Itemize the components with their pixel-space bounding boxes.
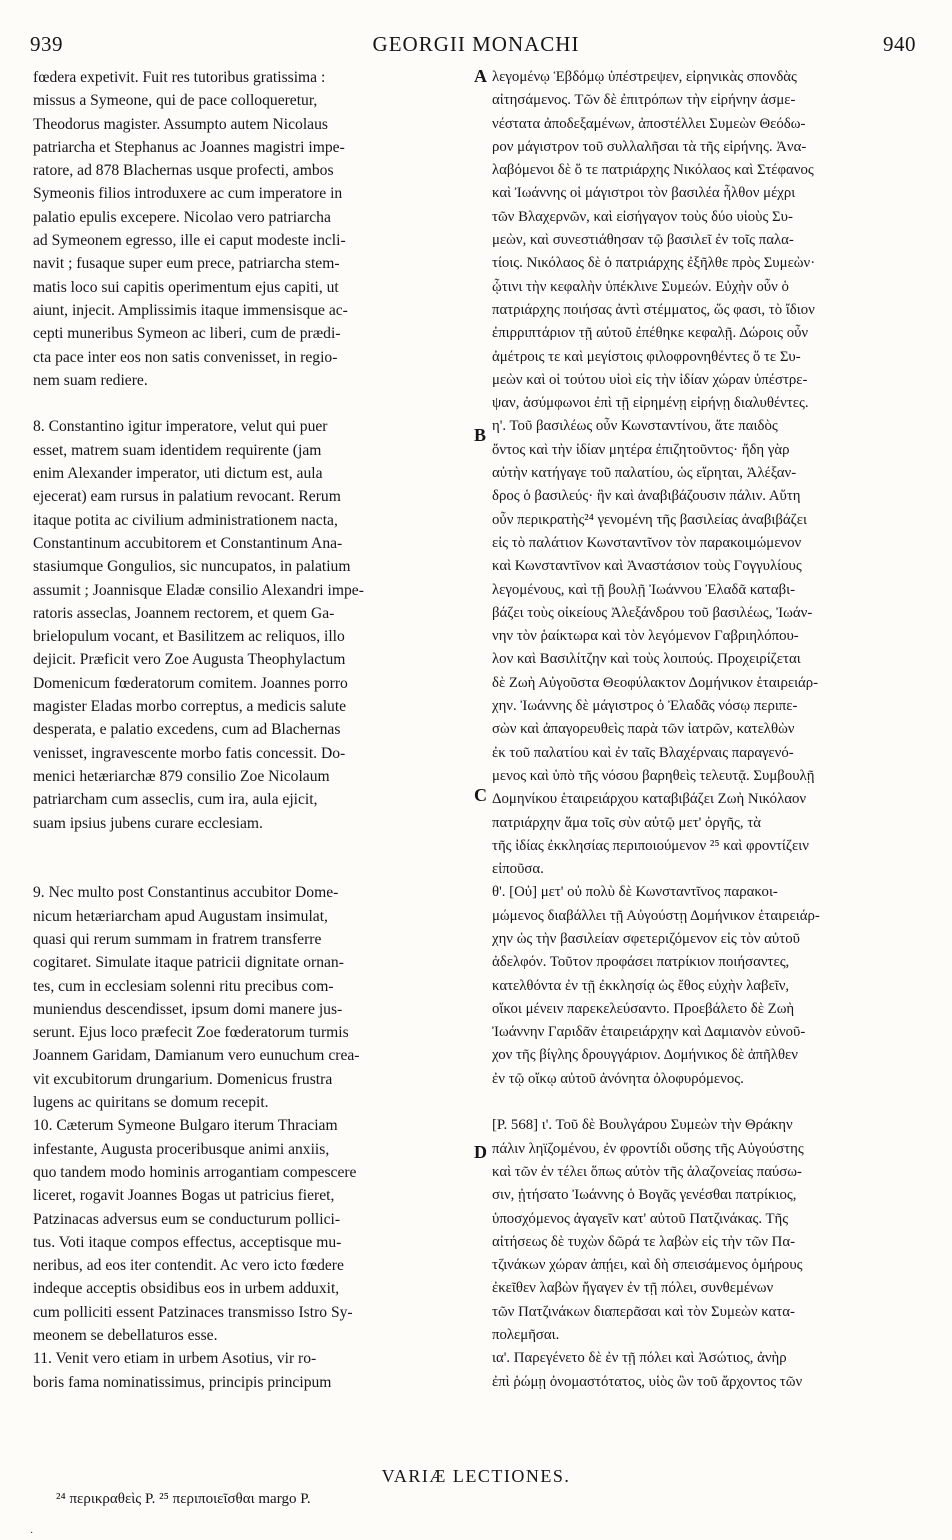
greek-line: οὖν περικρατὴς²⁴ γενομένη τῆς βασιλείας ἀναβιβάζει	[492, 511, 807, 528]
latin-line: patriarcha et Stephanus ac Joannes magistri impe-	[33, 138, 345, 156]
latin-line: 11. Venit vero etiam in urbem Asotius, vir ro-	[33, 1350, 317, 1368]
greek-line: τίοις. Νικόλαος δὲ ὁ πατριάρχης ἐξῆλθε πρὸς Συμεὼν·	[492, 255, 816, 272]
greek-line: θ'. [Οὐ] μετ' οὐ πολὺ δὲ Κωνσταντῖνος παρακοι-	[492, 884, 778, 901]
latin-line: Domenicum fœderatorum comitem. Joannes porro	[33, 674, 348, 692]
latin-line: indeque acceptis obsidibus eos in urbem adduxit,	[33, 1280, 340, 1298]
latin-line: venisset, ingravescente morbo fatis concessit. Do-	[33, 744, 346, 762]
latin-line: itaque potita ac civilium administrationem nacta,	[33, 511, 338, 529]
latin-line: nicum hetæriarcham apud Augustam insimulat,	[33, 907, 328, 925]
latin-line: vit excubitorum drungarium. Domenicus frustra	[33, 1070, 333, 1088]
greek-line: λαβόμενοι δὲ ὅ τε πατριάρχης Νικόλαος καὶ Στέφανος	[492, 162, 814, 179]
greek-line: καὶ Ἰωάννης οἱ μάγιστροι τὸν βασιλέα ἦλθον μέχρι	[492, 185, 796, 202]
latin-column	[33, 66, 473, 1394]
latin-line: ad Symeonem egresso, ille ei caput modeste incli-	[33, 232, 346, 250]
greek-line: νην τὸν ῥαίκτωρα καὶ τὸν λεγόμενον Γαβριηλόπου-	[492, 628, 799, 645]
latin-line	[33, 392, 473, 415]
latin-line: magister Eladas morbo correptus, a medicis salute	[33, 698, 347, 716]
page-number-right: 940	[883, 32, 916, 56]
edge-mark: ·	[30, 1528, 34, 1539]
latin-line: ejecerat) eam rursus in palatium revocant. Rerum	[33, 488, 341, 506]
latin-line: cta pace inter eos non satis convenisset, in regio-	[33, 348, 338, 366]
latin-line: serunt. Ejus loco præfecit Zoe fœderatorum turmis	[33, 1024, 349, 1042]
latin-line: esset, matrem suam identidem requirente (jam	[33, 441, 322, 459]
running-title: GEORGII MONACHI	[372, 32, 580, 56]
greek-line: καὶ Κωνσταντῖνον καὶ Ἀναστάσιον τοὺς Γογγυλίους	[492, 558, 802, 575]
latin-line: ratoris asseclas, Joannem rectorem, et quem Ga-	[33, 604, 335, 622]
greek-line: ἐπὶ ῥώμῃ ὀνομαστότατος, υἱὸς ὢν τοῦ ἄρχοντος τῶν	[492, 1373, 803, 1390]
latin-line	[33, 835, 473, 858]
greek-line: τῶν Πατζινάκων διαπερᾶσαι καὶ τὸν Συμεὼν κατα-	[492, 1303, 795, 1320]
greek-line: Ἰωάννην Γαριδᾶν ἑταιρειάρχην καὶ Δαμιανὸν εὐνοῦ-	[492, 1024, 806, 1041]
greek-line: ἐν τῷ οἴκῳ αὐτοῦ ἀνόνητα ὀλοφυρόμενος.	[492, 1070, 744, 1087]
margin-letter-d: D	[474, 1142, 487, 1162]
greek-line: βάζει τοὺς οἰκείους Ἀλεξάνδρου τοῦ βασιλέως, Ἰωάν-	[492, 604, 813, 621]
latin-line: aiunt, injecit. Amplissimis itaque immensisque ac-	[33, 301, 348, 319]
greek-line: λεγομένῳ Ἑβδόμῳ ὑπέστρεψεν, εἰρηνικὰς σπονδὰς	[492, 69, 797, 85]
latin-line: Symeonis filios introduxere ac cum imperatore in	[33, 185, 343, 203]
latin-line: matis loco sui capitis operimentum ejus capiti, ut	[33, 278, 339, 296]
latin-line: desperata, e palatio excedens, cum ad Blachernas	[33, 721, 341, 739]
greek-line: χην. Ἰωάννης δὲ μάγιστρος ὁ Ἐλαδᾶς νόσῳ περιπε-	[492, 698, 798, 715]
latin-line: stasiumque Gongulios, sic nuncupatos, in palatium	[33, 558, 351, 576]
latin-line: boris fama nominatissimus, principis principum	[33, 1373, 332, 1391]
latin-line: lugens ac quiritans se domum recepit.	[33, 1094, 269, 1112]
greek-line: [P. 568] ι'. Τοῦ δὲ Βουλγάρου Συμεὼν τὴν Θράκην	[492, 1117, 793, 1134]
latin-line: patriarcham cum asseclis, cum ira, aula ejicit,	[33, 791, 318, 809]
page-number-left: 939	[30, 32, 63, 56]
greek-line: λον καὶ Βασιλίτζην καὶ τοὺς λοιπούς. Προχειρίζεται	[492, 651, 801, 668]
greek-line: αἰτησάμενος. Τῶν δὲ ἐπιτρόπων τὴν εἰρήνην ἀσμε-	[492, 92, 796, 109]
latin-line: cogitaret. Simulate itaque patricii dignitate ornan-	[33, 954, 344, 972]
greek-line: σὼν καὶ ἀπαγορευθεὶς παρὰ τῶν ἰατρῶν, κατελθὼν	[492, 721, 795, 738]
greek-line: ὑποσχόμενος ἀγαγεῖν κατ' αὐτοῦ Πατζινάκας. Τῆς	[492, 1210, 789, 1227]
latin-line: quo tandem modo hominis arrogantiam compescere	[33, 1163, 357, 1181]
latin-line: 9. Nec multo post Constantinus accubitor Dome-	[33, 884, 339, 902]
latin-line: fœdera expetivit. Fuit res tutoribus gratissima :	[33, 69, 326, 86]
latin-line: 8. Constantino igitur imperatore, velut qui puer	[33, 418, 328, 436]
greek-line: ἀδελφόν. Τοῦτον προφάσει πατρίκιον ποιήσαντες,	[492, 954, 790, 971]
latin-line: quasi qui rerum summam in fratrem transferre	[33, 930, 322, 948]
latin-line: palatio epulis excepere. Nicolao vero patriarcha	[33, 208, 331, 226]
greek-line: καὶ τῶν ἐν τέλει ὅπως αὐτὸν τῆς ἀλαζονείας παύσω-	[492, 1163, 802, 1180]
latin-line: nem suam rediere.	[33, 371, 148, 389]
greek-line: ᾧτινι τὴν κεφαλὴν ὑπέκλινε Συμεών. Εὐχὴν οὖν ὁ	[492, 278, 789, 295]
greek-line: η'. Τοῦ βασιλέως οὖν Κωνσταντίνου, ἅτε παιδὸς	[492, 418, 778, 435]
greek-line: δὲ Ζωὴ Αὐγοῦστα Θεοφύλακτον Δομήνικον ἑταιρειάρ-	[492, 674, 819, 691]
latin-line: enim Alexander imperator, uti dictum est, aula	[33, 465, 323, 483]
greek-line: μεὼν καὶ οἱ τούτου υἱοὶ εἰς τὴν ἰδίαν χώραν ὑπέστρε-	[492, 371, 808, 388]
greek-line: δρος ὁ βασιλεύς· ἣν καὶ ἀναβιβάζουσιν πάλιν. Αὕτη	[492, 488, 801, 505]
greek-line: ψαν, ἀσύμφωνοι ἐπὶ τῇ εἰρημένῃ εἰρήνῃ διαλυθέντες.	[492, 395, 809, 412]
latin-line: neribus, ad eos iter contendit. Ac vero icto fœdere	[33, 1257, 344, 1275]
greek-line: αὐτὴν κατήγαγε τοῦ παλατίου, ὡς εἴρηται, Ἀλέξαν-	[492, 465, 797, 482]
latin-line: muniendus descendisset, ipsum domi manere jus-	[33, 1000, 343, 1018]
greek-line: χον τῆς βίγλης δρουγγάριον. Δομήνικος δὲ ἀπῆλθεν	[492, 1047, 798, 1064]
greek-line: ρον μάγιστρον τοῦ συλλαλῆσαι τὰ τῆς εἰρήνης. Ἀνα-	[492, 138, 807, 155]
greek-line: λεγομένους, καὶ τῇ βουλῇ Ἰωάννου Ἐλαδᾶ καταβι-	[492, 581, 796, 598]
margin-letter-c: C	[474, 785, 487, 805]
greek-line: οἴκοι μένειν παρεκελεύσαντο. Προεβάλετο δὲ Ζωὴ	[492, 1000, 795, 1017]
greek-line: εἰποῦσα.	[492, 861, 544, 878]
greek-line: πατριάρχης ποιήσας ἀντὶ στέμματος, ὥς φασι, τὸ ἴδιον	[492, 301, 815, 318]
greek-line: Δομηνίκου ἑταιρειάρχου καταβιβάζει Ζωὴ Νικόλαον	[492, 791, 807, 808]
greek-line	[492, 1091, 932, 1114]
latin-line: Theodorus magister. Assumpto autem Nicolaus	[33, 115, 328, 133]
latin-line: missus a Symeone, qui de pace colloqueretur,	[33, 92, 318, 110]
latin-line: Constantinum accubitorem et Constantinum Ana-	[33, 534, 343, 552]
margin-letter-a: A	[474, 66, 487, 86]
latin-line: brielopulum vocant, et Basilitzem ac reliquos, illo	[33, 628, 345, 646]
greek-line: ἐκ τοῦ παλατίου καὶ ἐν ταῖς Βλαχέρναις παραγενό-	[492, 744, 794, 761]
greek-line: τῶν Βλαχερνῶν, καὶ εἰσήγαγον τοὺς δύο υἱοὺς Συ-	[492, 208, 793, 225]
latin-line: 10. Cæterum Symeone Bulgaro iterum Thraciam	[33, 1117, 338, 1135]
greek-line: μώμενος διαβάλλει τῇ Αὐγούστῃ Δομήνικον ἑταιρειάρ-	[492, 907, 820, 924]
greek-line: πολεμῆσαι.	[492, 1327, 560, 1344]
latin-line: Patzinacas adversus eum se conducturum pollici-	[33, 1210, 341, 1228]
greek-line: πατριάρχην ἅμα τοῖς σὺν αὐτῷ μετ' ὀργῆς, τὰ	[492, 814, 762, 831]
variae-lectiones-heading: VARIÆ LECTIONES.	[381, 1466, 571, 1486]
latin-line: tes, cum in ecclesiam solenni ritu precibus com-	[33, 977, 334, 995]
latin-line: dejicit. Præficit vero Zoe Augusta Theophylactum	[33, 651, 346, 669]
greek-line: ἀμέτροις τε καὶ μεγίστοις φιλοφρονηθέντες ὅ τε Συ-	[492, 348, 801, 365]
latin-line: infestante, Augusta proceribusque animi anxiis,	[33, 1140, 330, 1158]
greek-line: τζινάκων χώραν ἀπῄει, καὶ δὴ σπεισάμενος ὁμήρους	[492, 1257, 803, 1274]
greek-line: χην ὡς τὴν βασιλείαν σφετεριζόμενον εἰς τὸν αὐτοῦ	[492, 930, 800, 947]
latin-line: cepti muneribus Symeon ac liberi, cum de prædi-	[33, 325, 341, 343]
greek-line: ἐκεῖθεν λαβὼν ἤγαγεν ἐν τῇ πόλει, συνθεμένων	[492, 1280, 774, 1297]
latin-line: liceret, rogavit Joannes Bogas ut patricius fieret,	[33, 1187, 335, 1205]
latin-line: menici hetæriarchæ 879 consilio Zoe Nicolaum	[33, 767, 330, 785]
greek-line: πάλιν ληϊζομένου, ἐν φροντίδι οὔσης τῆς Αὐγούστης	[492, 1140, 804, 1157]
latin-line: cum polliciti essent Patzinaces transmisso Istro Sy-	[33, 1303, 353, 1321]
greek-line: τῆς ἰδίας ἐκκλησίας περιποιούμενον ²⁵ καὶ φροντίζειν	[492, 837, 809, 854]
greek-column	[492, 66, 932, 1394]
latin-line: tus. Voti itaque compos effectus, acceptisque mu-	[33, 1233, 342, 1251]
greek-line: μενος καὶ ὑπὸ τῆς νόσου βαρηθεὶς τελευτᾷ. Συμβουλῇ	[492, 767, 815, 784]
latin-line	[33, 858, 473, 881]
latin-line: navit ; fusaque super eum prece, patriarcha stem-	[33, 255, 340, 273]
latin-line: meonem se debellaturos esse.	[33, 1327, 218, 1345]
latin-line: ratore, ad 878 Blachernas usque profecti, ambos	[33, 162, 334, 180]
greek-line: εἰς τὸ παλάτιον Κωνσταντῖνον τὸν παρακοιμώμενον	[492, 534, 802, 551]
greek-line: ἐπιρριπτάριον τῇ αὐτοῦ ἐπέθηκε κεφαλῇ. Δώροις οὖν	[492, 325, 809, 342]
latin-line: assumit ; Joannisque Eladæ consilio Alexandri impe-	[33, 581, 364, 599]
greek-line: ια'. Παρεγένετο δὲ ἐν τῇ πόλει καὶ Ἀσώτιος, ἀνὴρ	[492, 1350, 787, 1367]
greek-line: ὄντος καὶ τὴν ἰδίαν μητέρα ἐπιζητοῦντος· ἤδη γὰρ	[492, 441, 790, 458]
greek-line: αἰτήσεως δὲ τυχὼν δῶρά τε λαβὼν εἰς τὴν τῶν Πα-	[492, 1233, 796, 1250]
greek-line: σιν, ᾐτήσατο Ἰωάννης ὁ Βογᾶς γενέσθαι πατρίκιος,	[492, 1187, 797, 1204]
greek-line: νέστατα ἀποδεξαμένων, ἀποστέλλει Συμεὼν Θεόδω-	[492, 115, 806, 132]
margin-letter-b: B	[474, 425, 487, 445]
latin-line: suam ipsius jubens curare ecclesiam.	[33, 814, 263, 832]
greek-line: κατελθόντα ἐν τῇ ἐκκλησίᾳ ὡς ἔθος εὐχὴν λαβεῖν,	[492, 977, 790, 994]
greek-line: μεὼν, καὶ συνεστιάθησαν τῷ βασιλεῖ ἐν τοῖς παλα-	[492, 232, 794, 249]
footnote: ²⁴ περικραθεὶς P. ²⁵ περιποιεῖσθαι margo P.	[56, 1491, 311, 1507]
latin-line: Joannem Garidam, Damianum vero eunuchum crea-	[33, 1047, 360, 1065]
